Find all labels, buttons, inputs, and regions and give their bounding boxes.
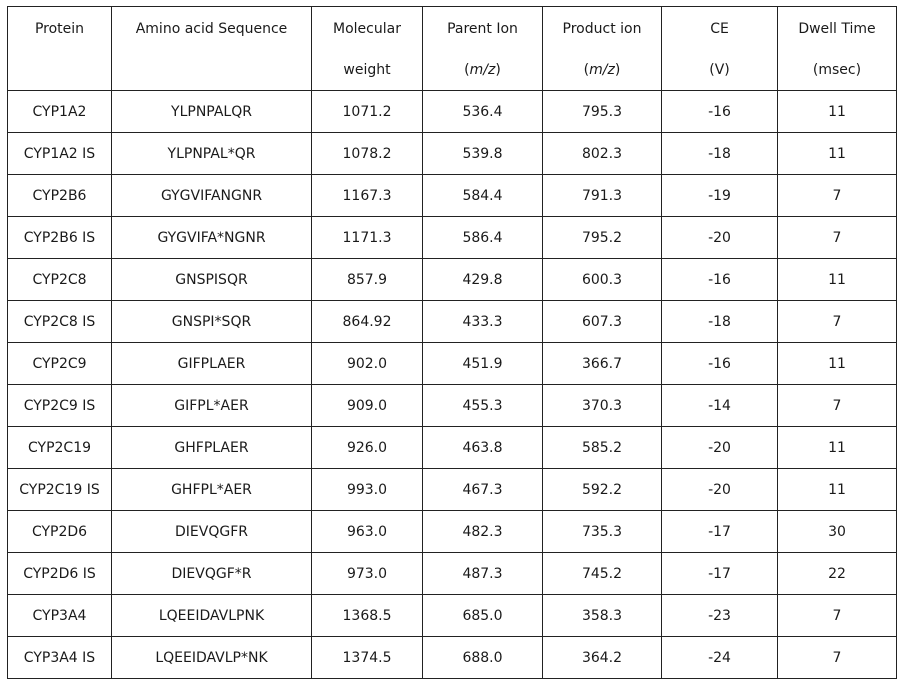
cell-dwell-time: 7	[778, 385, 897, 427]
cell-ce: -17	[662, 553, 778, 595]
cell-sequence: YLPNPAL*QR	[112, 133, 312, 175]
header-product-ion	[543, 7, 662, 91]
header-product-paren-open: (	[583, 62, 590, 78]
cell-parent-ion: 536.4	[423, 91, 543, 133]
table-header-row	[8, 7, 897, 91]
cell-molecular-weight: 973.0	[312, 553, 423, 595]
cell-protein: CYP3A4	[8, 595, 112, 637]
header-parent-ion	[423, 7, 543, 91]
cell-dwell-time: 11	[778, 91, 897, 133]
cell-parent-ion: 455.3	[423, 385, 543, 427]
cell-dwell-time: 7	[778, 217, 897, 259]
table-row	[8, 217, 897, 259]
cell-ce: -18	[662, 301, 778, 343]
cell-product-ion: 795.3	[543, 91, 662, 133]
cell-ce: -16	[662, 91, 778, 133]
cell-product-ion: 592.2	[543, 469, 662, 511]
cell-dwell-time: 7	[778, 175, 897, 217]
header-mw-line2: weight	[343, 62, 391, 78]
cell-ce: -23	[662, 595, 778, 637]
cell-molecular-weight: 926.0	[312, 427, 423, 469]
header-product-paren-close: )	[614, 62, 621, 78]
header-dwell-line1: Dwell Time	[798, 21, 876, 37]
cell-product-ion: 364.2	[543, 637, 662, 679]
cell-sequence: GIFPL*AER	[112, 385, 312, 427]
cell-ce: -20	[662, 469, 778, 511]
cell-product-ion: 735.3	[543, 511, 662, 553]
cell-dwell-time: 7	[778, 301, 897, 343]
cell-protein: CYP2D6	[8, 511, 112, 553]
cell-parent-ion: 482.3	[423, 511, 543, 553]
cell-sequence: GYGVIFA*NGNR	[112, 217, 312, 259]
header-product-line1: Product ion	[562, 21, 642, 37]
header-parent-paren-close: )	[495, 62, 501, 78]
cell-protein: CYP1A2 IS	[8, 133, 112, 175]
header-molecular-weight	[312, 7, 423, 91]
cell-ce: -20	[662, 217, 778, 259]
table-row	[8, 259, 897, 301]
cell-molecular-weight: 857.9	[312, 259, 423, 301]
cell-product-ion: 607.3	[543, 301, 662, 343]
header-sequence-label: Amino acid Sequence	[135, 21, 288, 37]
table-body	[8, 91, 897, 679]
cell-parent-ion: 688.0	[423, 637, 543, 679]
table-row	[8, 511, 897, 553]
header-dwell-line2: (msec)	[812, 62, 862, 78]
cell-molecular-weight: 1078.2	[312, 133, 423, 175]
cell-ce: -18	[662, 133, 778, 175]
header-protein	[8, 7, 112, 91]
cell-protein: CYP2B6	[8, 175, 112, 217]
table-row	[8, 175, 897, 217]
cell-molecular-weight: 1071.2	[312, 91, 423, 133]
cell-sequence: GHFPL*AER	[112, 469, 312, 511]
cell-parent-ion: 539.8	[423, 133, 543, 175]
table-row	[8, 343, 897, 385]
header-ce-line2: (V)	[709, 62, 730, 78]
header-product-unit: m/z	[589, 62, 615, 78]
cell-parent-ion: 487.3	[423, 553, 543, 595]
cell-protein: CYP2C8 IS	[8, 301, 112, 343]
mrm-parameters-table	[7, 6, 897, 679]
cell-protein: CYP3A4 IS	[8, 637, 112, 679]
header-parent-paren-open: (	[464, 62, 470, 78]
cell-molecular-weight: 909.0	[312, 385, 423, 427]
cell-parent-ion: 463.8	[423, 427, 543, 469]
cell-product-ion: 585.2	[543, 427, 662, 469]
cell-product-ion: 795.2	[543, 217, 662, 259]
cell-protein: CYP2B6 IS	[8, 217, 112, 259]
header-ce	[662, 7, 778, 91]
header-protein-label: Protein	[34, 21, 85, 37]
cell-protein: CYP2C19	[8, 427, 112, 469]
cell-parent-ion: 584.4	[423, 175, 543, 217]
table-row	[8, 301, 897, 343]
cell-ce: -24	[662, 637, 778, 679]
table-row	[8, 427, 897, 469]
cell-product-ion: 358.3	[543, 595, 662, 637]
cell-product-ion: 600.3	[543, 259, 662, 301]
header-sequence	[112, 7, 312, 91]
cell-sequence: GYGVIFANGNR	[112, 175, 312, 217]
table-row	[8, 133, 897, 175]
cell-product-ion: 802.3	[543, 133, 662, 175]
cell-ce: -19	[662, 175, 778, 217]
cell-dwell-time: 30	[778, 511, 897, 553]
cell-parent-ion: 433.3	[423, 301, 543, 343]
cell-product-ion: 791.3	[543, 175, 662, 217]
cell-molecular-weight: 1171.3	[312, 217, 423, 259]
header-dwell-time	[778, 7, 897, 91]
cell-ce: -17	[662, 511, 778, 553]
cell-sequence: LQEEIDAVLP*NK	[112, 637, 312, 679]
cell-protein: CYP2C9	[8, 343, 112, 385]
cell-sequence: GIFPLAER	[112, 343, 312, 385]
cell-product-ion: 366.7	[543, 343, 662, 385]
cell-protein: CYP2C8	[8, 259, 112, 301]
cell-sequence: GNSPISQR	[112, 259, 312, 301]
cell-ce: -20	[662, 427, 778, 469]
header-ce-line1: CE	[710, 21, 729, 37]
cell-molecular-weight: 1368.5	[312, 595, 423, 637]
cell-molecular-weight: 864.92	[312, 301, 423, 343]
cell-sequence: DIEVQGFR	[112, 511, 312, 553]
cell-parent-ion: 429.8	[423, 259, 543, 301]
cell-protein: CYP1A2	[8, 91, 112, 133]
cell-product-ion: 745.2	[543, 553, 662, 595]
cell-protein: CYP2C9 IS	[8, 385, 112, 427]
cell-sequence: YLPNPALQR	[112, 91, 312, 133]
header-parent-line2	[423, 60, 542, 80]
header-parent-unit: m/z	[469, 62, 496, 78]
cell-dwell-time: 11	[778, 133, 897, 175]
cell-molecular-weight: 1167.3	[312, 175, 423, 217]
cell-ce: -16	[662, 259, 778, 301]
table-row	[8, 637, 897, 679]
table-row	[8, 91, 897, 133]
cell-parent-ion: 586.4	[423, 217, 543, 259]
cell-protein: CYP2C19 IS	[8, 469, 112, 511]
cell-sequence: GNSPI*SQR	[112, 301, 312, 343]
cell-dwell-time: 7	[778, 637, 897, 679]
cell-parent-ion: 685.0	[423, 595, 543, 637]
cell-parent-ion: 467.3	[423, 469, 543, 511]
cell-dwell-time: 11	[778, 259, 897, 301]
cell-ce: -14	[662, 385, 778, 427]
cell-molecular-weight: 1374.5	[312, 637, 423, 679]
cell-dwell-time: 11	[778, 427, 897, 469]
header-mw-line1: Molecular	[333, 21, 401, 37]
cell-sequence: DIEVQGF*R	[112, 553, 312, 595]
cell-ce: -16	[662, 343, 778, 385]
table-row	[8, 553, 897, 595]
cell-parent-ion: 451.9	[423, 343, 543, 385]
cell-dwell-time: 22	[778, 553, 897, 595]
header-parent-line1: Parent Ion	[447, 21, 518, 37]
cell-molecular-weight: 902.0	[312, 343, 423, 385]
cell-molecular-weight: 963.0	[312, 511, 423, 553]
cell-dwell-time: 11	[778, 469, 897, 511]
cell-product-ion: 370.3	[543, 385, 662, 427]
table-row	[8, 469, 897, 511]
cell-dwell-time: 7	[778, 595, 897, 637]
table-row	[8, 595, 897, 637]
table-row	[8, 385, 897, 427]
header-product-line2	[543, 60, 661, 80]
cell-protein: CYP2D6 IS	[8, 553, 112, 595]
cell-sequence: LQEEIDAVLPNK	[112, 595, 312, 637]
cell-sequence: GHFPLAER	[112, 427, 312, 469]
cell-molecular-weight: 993.0	[312, 469, 423, 511]
cell-dwell-time: 11	[778, 343, 897, 385]
